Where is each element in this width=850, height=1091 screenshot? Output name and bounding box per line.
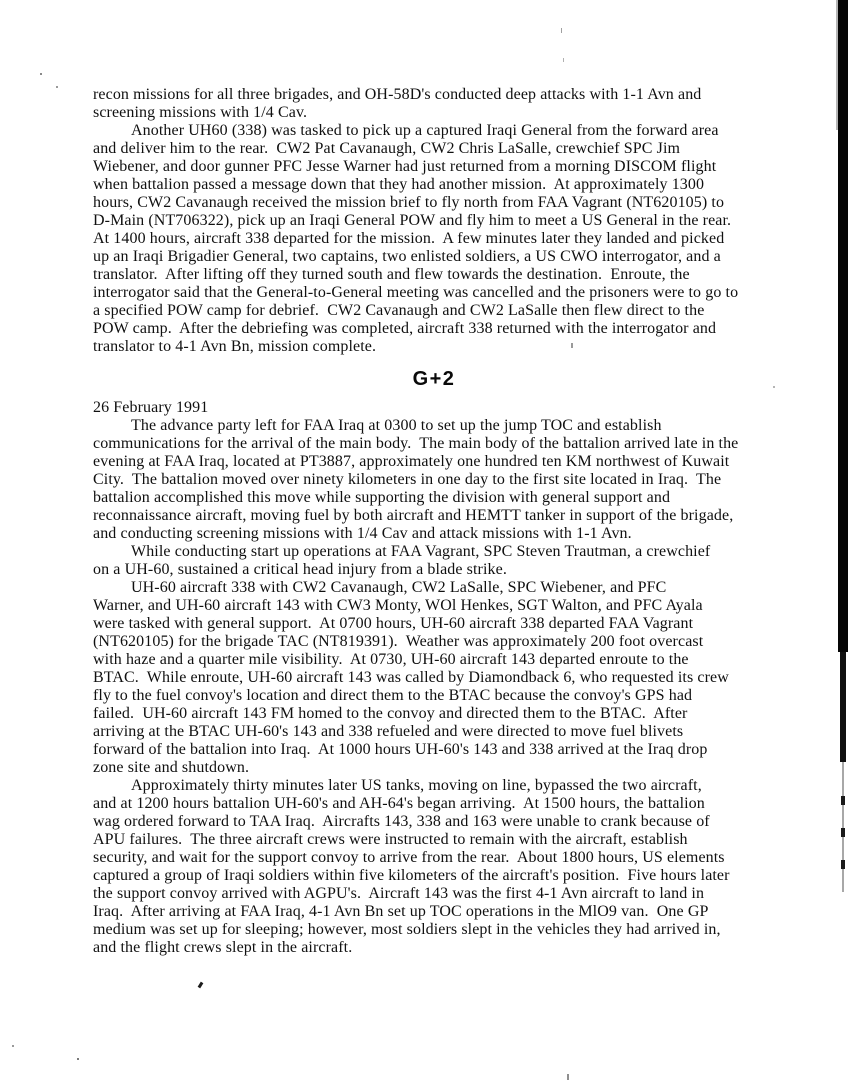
scan-edge-bar — [838, 0, 848, 652]
text-line: up an Iraqi Brigadier General, two captains, two enlisted soldiers, a US CWO interrogator, and a — [93, 248, 721, 265]
text-line: The advance party left for FAA Iraq at 0300 to set up the jump TOC and establish — [131, 417, 662, 434]
text-line: interrogator said that the General-to-General meeting was cancelled and the prisoners were to go to — [93, 284, 739, 301]
text-line: screening missions with 1/4 Cav. — [93, 104, 308, 121]
text-line: with haze and a quarter mile visibility. At 0730, UH-60 aircraft 143 departed enroute to the — [93, 651, 689, 668]
text-line: battalion accomplished this move while supporting the division with general support and — [93, 489, 671, 506]
text-line: translator. After lifting off they turned south and flew towards the destination. Enroute, the — [93, 266, 690, 283]
text-line: were tasked with general support. At 0700 hours, UH-60 aircraft 338 departed FAA Vagrant — [93, 615, 694, 632]
text-line: a specified POW camp for debrief. CW2 Cavanaugh and CW2 LaSalle then flew direct to the — [93, 302, 705, 319]
text-line: Another UH60 (338) was tasked to pick up a captured Iraqi General from the forward area — [131, 122, 719, 139]
scan-speck — [12, 1045, 14, 1047]
text-line: forward of the battalion into Iraq. At 1000 hours UH-60's 143 and 338 arrived at the Iraq drop — [93, 741, 708, 758]
text-line: fly to the fuel convoy's location and direct them to the BTAC because the convoy's GPS had — [93, 687, 693, 704]
scan-speck — [561, 28, 562, 33]
scan-edge-bar-mid — [840, 652, 846, 762]
text-line: UH-60 aircraft 338 with CW2 Cavanaugh, CW2 LaSalle, SPC Wiebener, and PFC — [131, 579, 667, 596]
scan-speck — [563, 58, 564, 62]
scan-speck — [56, 86, 58, 88]
text-line: D-Main (NT706322), pick up an Iraqi General POW and fly him to meet a US General in the rear. — [93, 212, 732, 229]
text-line: medium was set up for sleeping; however, most soldiers slept in the vehicles they had arrived in, — [93, 921, 721, 938]
scan-speck — [198, 982, 204, 989]
text-line: the support convoy arrived with AGPU's. Aircraft 143 was the first 4-1 Avn aircraft to land in — [93, 885, 705, 902]
text-line: zone site and shutdown. — [93, 759, 250, 776]
text-line: City. The battalion moved over ninety kilometers in one day to the first site located in Iraq. The — [93, 471, 722, 488]
text-line: recon missions for all three brigades, and OH-58D's conducted deep attacks with 1-1 Avn and — [93, 86, 702, 103]
text-line: POW camp. After the debriefing was completed, aircraft 338 returned with the interrogator and — [93, 320, 717, 337]
scan-speck — [773, 386, 775, 388]
text-line: when battalion passed a message down that they had another mission. At approximately 1300 — [93, 176, 705, 193]
scan-edge-tick — [841, 796, 845, 805]
text-line: Approximately thirty minutes later US tanks, moving on line, bypassed the two aircraft, — [131, 777, 702, 794]
scan-speck — [567, 1074, 569, 1080]
text-line: and conducting screening missions with 1/4 Cav and attack missions with 1-1 Avn. — [93, 525, 632, 542]
text-line: reconnaissance aircraft, moving fuel by both aircraft and HEMTT tanker in support of the brigade, — [93, 507, 734, 524]
text-line: APU failures. The three aircraft crews were instructed to remain with the aircraft, establish — [93, 831, 688, 848]
text-line: BTAC. While enroute, UH-60 aircraft 143 was called by Diamondback 6, who requested its crew — [93, 669, 729, 686]
date-line: 26 February 1991 — [93, 399, 209, 416]
scan-edge-gray — [836, 0, 838, 130]
text-line: At 1400 hours, aircraft 338 departed for the mission. A few minutes later they landed and picked — [93, 230, 725, 247]
text-line: Wiebener, and door gunner PFC Jesse Warner had just returned from a morning DISCOM flight — [93, 158, 717, 175]
text-line: (NT620105) for the brigade TAC (NT819391). Weather was approximately 200 foot overcast — [93, 633, 704, 650]
text-line: security, and wait for the support convoy to arrive from the rear. About 1800 hours, US elements — [93, 849, 725, 866]
text-line: While conducting start up operations at FAA Vagrant, SPC Steven Trautman, a crewchief — [131, 543, 711, 560]
scan-edge-bar-tail — [842, 762, 844, 892]
scan-speck — [40, 73, 42, 75]
scan-edge-tick — [841, 860, 845, 869]
scan-speck — [77, 1058, 79, 1060]
text-line: failed. UH-60 aircraft 143 FM homed to the convoy and directed them to the BTAC. After — [93, 705, 688, 722]
text-line: wag ordered forward to TAA Iraq. Aircrafts 143, 338 and 163 were unable to crank because of — [93, 813, 710, 830]
text-line: captured a group of Iraqi soldiers within five kilometers of the aircraft's position. Five hours later — [93, 867, 730, 884]
text-line: evening at FAA Iraq, located at PT3887, approximately one hundred ten KM northwest of Kuwait — [93, 453, 730, 470]
scan-edge-tick — [841, 828, 845, 837]
document-text — [93, 86, 775, 957]
text-line: and at 1200 hours battalion UH-60's and AH-64's began arriving. At 1500 hours, the battalion — [93, 795, 705, 812]
text-line: arriving at the BTAC UH-60's 143 and 338 refueled and were directed to move fuel blivets — [93, 723, 684, 740]
text-line: translator to 4-1 Avn Bn, mission complete. — [93, 338, 377, 355]
text-line: Iraq. After arriving at FAA Iraq, 4-1 Avn Bn set up TOC operations in the MlO9 van. One GP — [93, 903, 709, 920]
scan-speck — [571, 343, 573, 348]
text-line: communications for the arrival of the main body. The main body of the battalion arrived late in the — [93, 435, 739, 452]
text-line: on a UH-60, sustained a critical head injury from a blade strike. — [93, 561, 507, 578]
text-line: hours, CW2 Cavanaugh received the mission brief to fly north from FAA Vagrant (NT620105) to — [93, 194, 725, 211]
section-heading: G+2 — [412, 368, 456, 390]
text-line: and deliver him to the rear. CW2 Pat Cavanaugh, CW2 Chris LaSalle, crewchief SPC Jim — [93, 140, 681, 157]
text-line: and the flight crews slept in the aircraft. — [93, 939, 353, 956]
text-line: Warner, and UH-60 aircraft 143 with CW3 Monty, WOl Henkes, SGT Walton, and PFC Ayala — [93, 597, 703, 614]
